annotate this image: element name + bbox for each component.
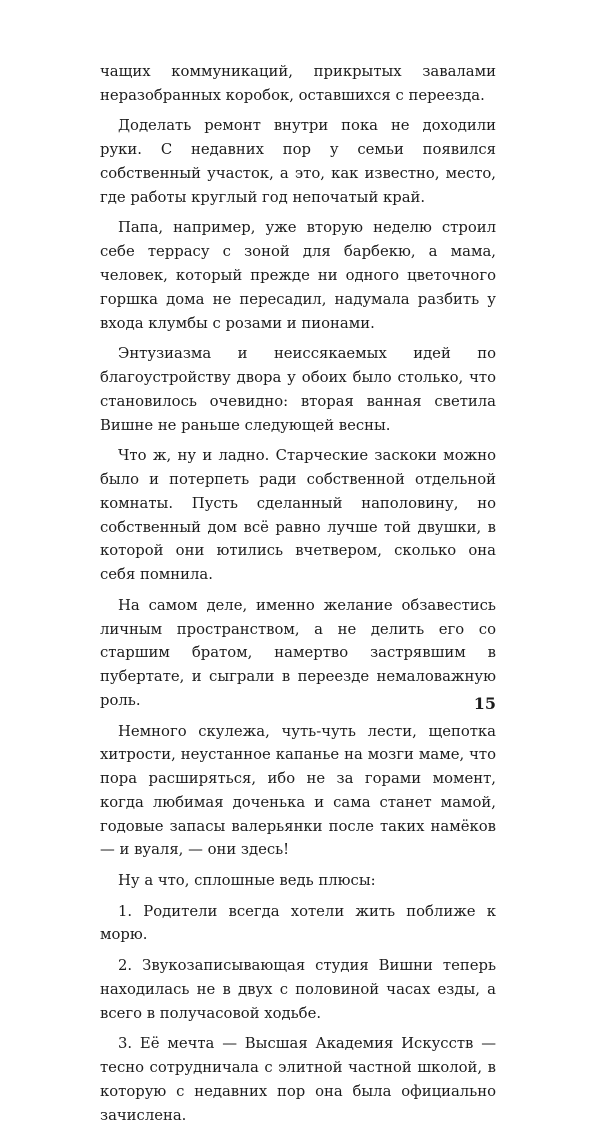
paragraph-3: Папа, например, уже вторую неделю строил себе террасу с зоной для барбекю, а мама, человек, который прежде ни одного цветочного горшка дома не пересадил, надумала разбить у входа клумбы с розами и пионами. — [100, 219, 496, 332]
paragraph-6: На самом деле, именно желание обзавестись личным пространством, а не делить его со старшим братом, намертво застрявшим в пубертате, и сыграли в переезде немаловажную роль. — [100, 596, 496, 709]
paragraph-4: Энтузиазма и неиссякаемых идей по благоустройству двора у обоих было столько, что становилось очевидно: вторая ванная светила Вишне не раньше следующей весны. — [100, 345, 496, 434]
paragraph-1: чащих коммуникаций, прикрытых завалами неразобранных коробок, оставшихся с переезда. — [100, 63, 496, 104]
list-item-3: 3. Её мечта — Высшая Академия Искусств — тесно сотрудничала с элитной частной школой, в которую с недавних пор она была официально зачислена. — [100, 1035, 496, 1124]
list-item-1: 1. Родители всегда хотели жить поближе к морю. — [100, 902, 496, 944]
list-item-2: 2. Звукозаписывающая студия Вишни теперь находилась не в двух с половиной часах езды, а всего в получасовой ходьбе. — [100, 957, 496, 1022]
paragraph-8: Ну а что, сплошные ведь плюсы: — [118, 872, 376, 890]
paragraph-5: Что ж, ну и ладно. Старческие заскоки можно было и потерпеть ради собственной отдельной комнаты. Пусть сделанный наполовину, но собственный дом всё равно лучше той двушки, в которой они ютились вчетвером, сколько она себя помнила. — [100, 447, 496, 584]
page-number: 15 — [473, 694, 496, 713]
paragraph-7: Немного скулежа, чуть-чуть лести, щепотка хитрости, неустанное капанье на мозги маме, что пора расширяться, ибо не за горами момент, когда любимая доченька и сама станет мамой, годовые запасы валерьянки после таких намёков — и вуаля, — они здесь! — [100, 722, 496, 859]
paragraph-2: Доделать ремонт внутри пока не доходили руки. С недавних пор у семьи появился собственный участок, а это, как известно, место, где работы круглый год непочатый край. — [100, 117, 496, 206]
body-text — [100, 60, 496, 1134]
